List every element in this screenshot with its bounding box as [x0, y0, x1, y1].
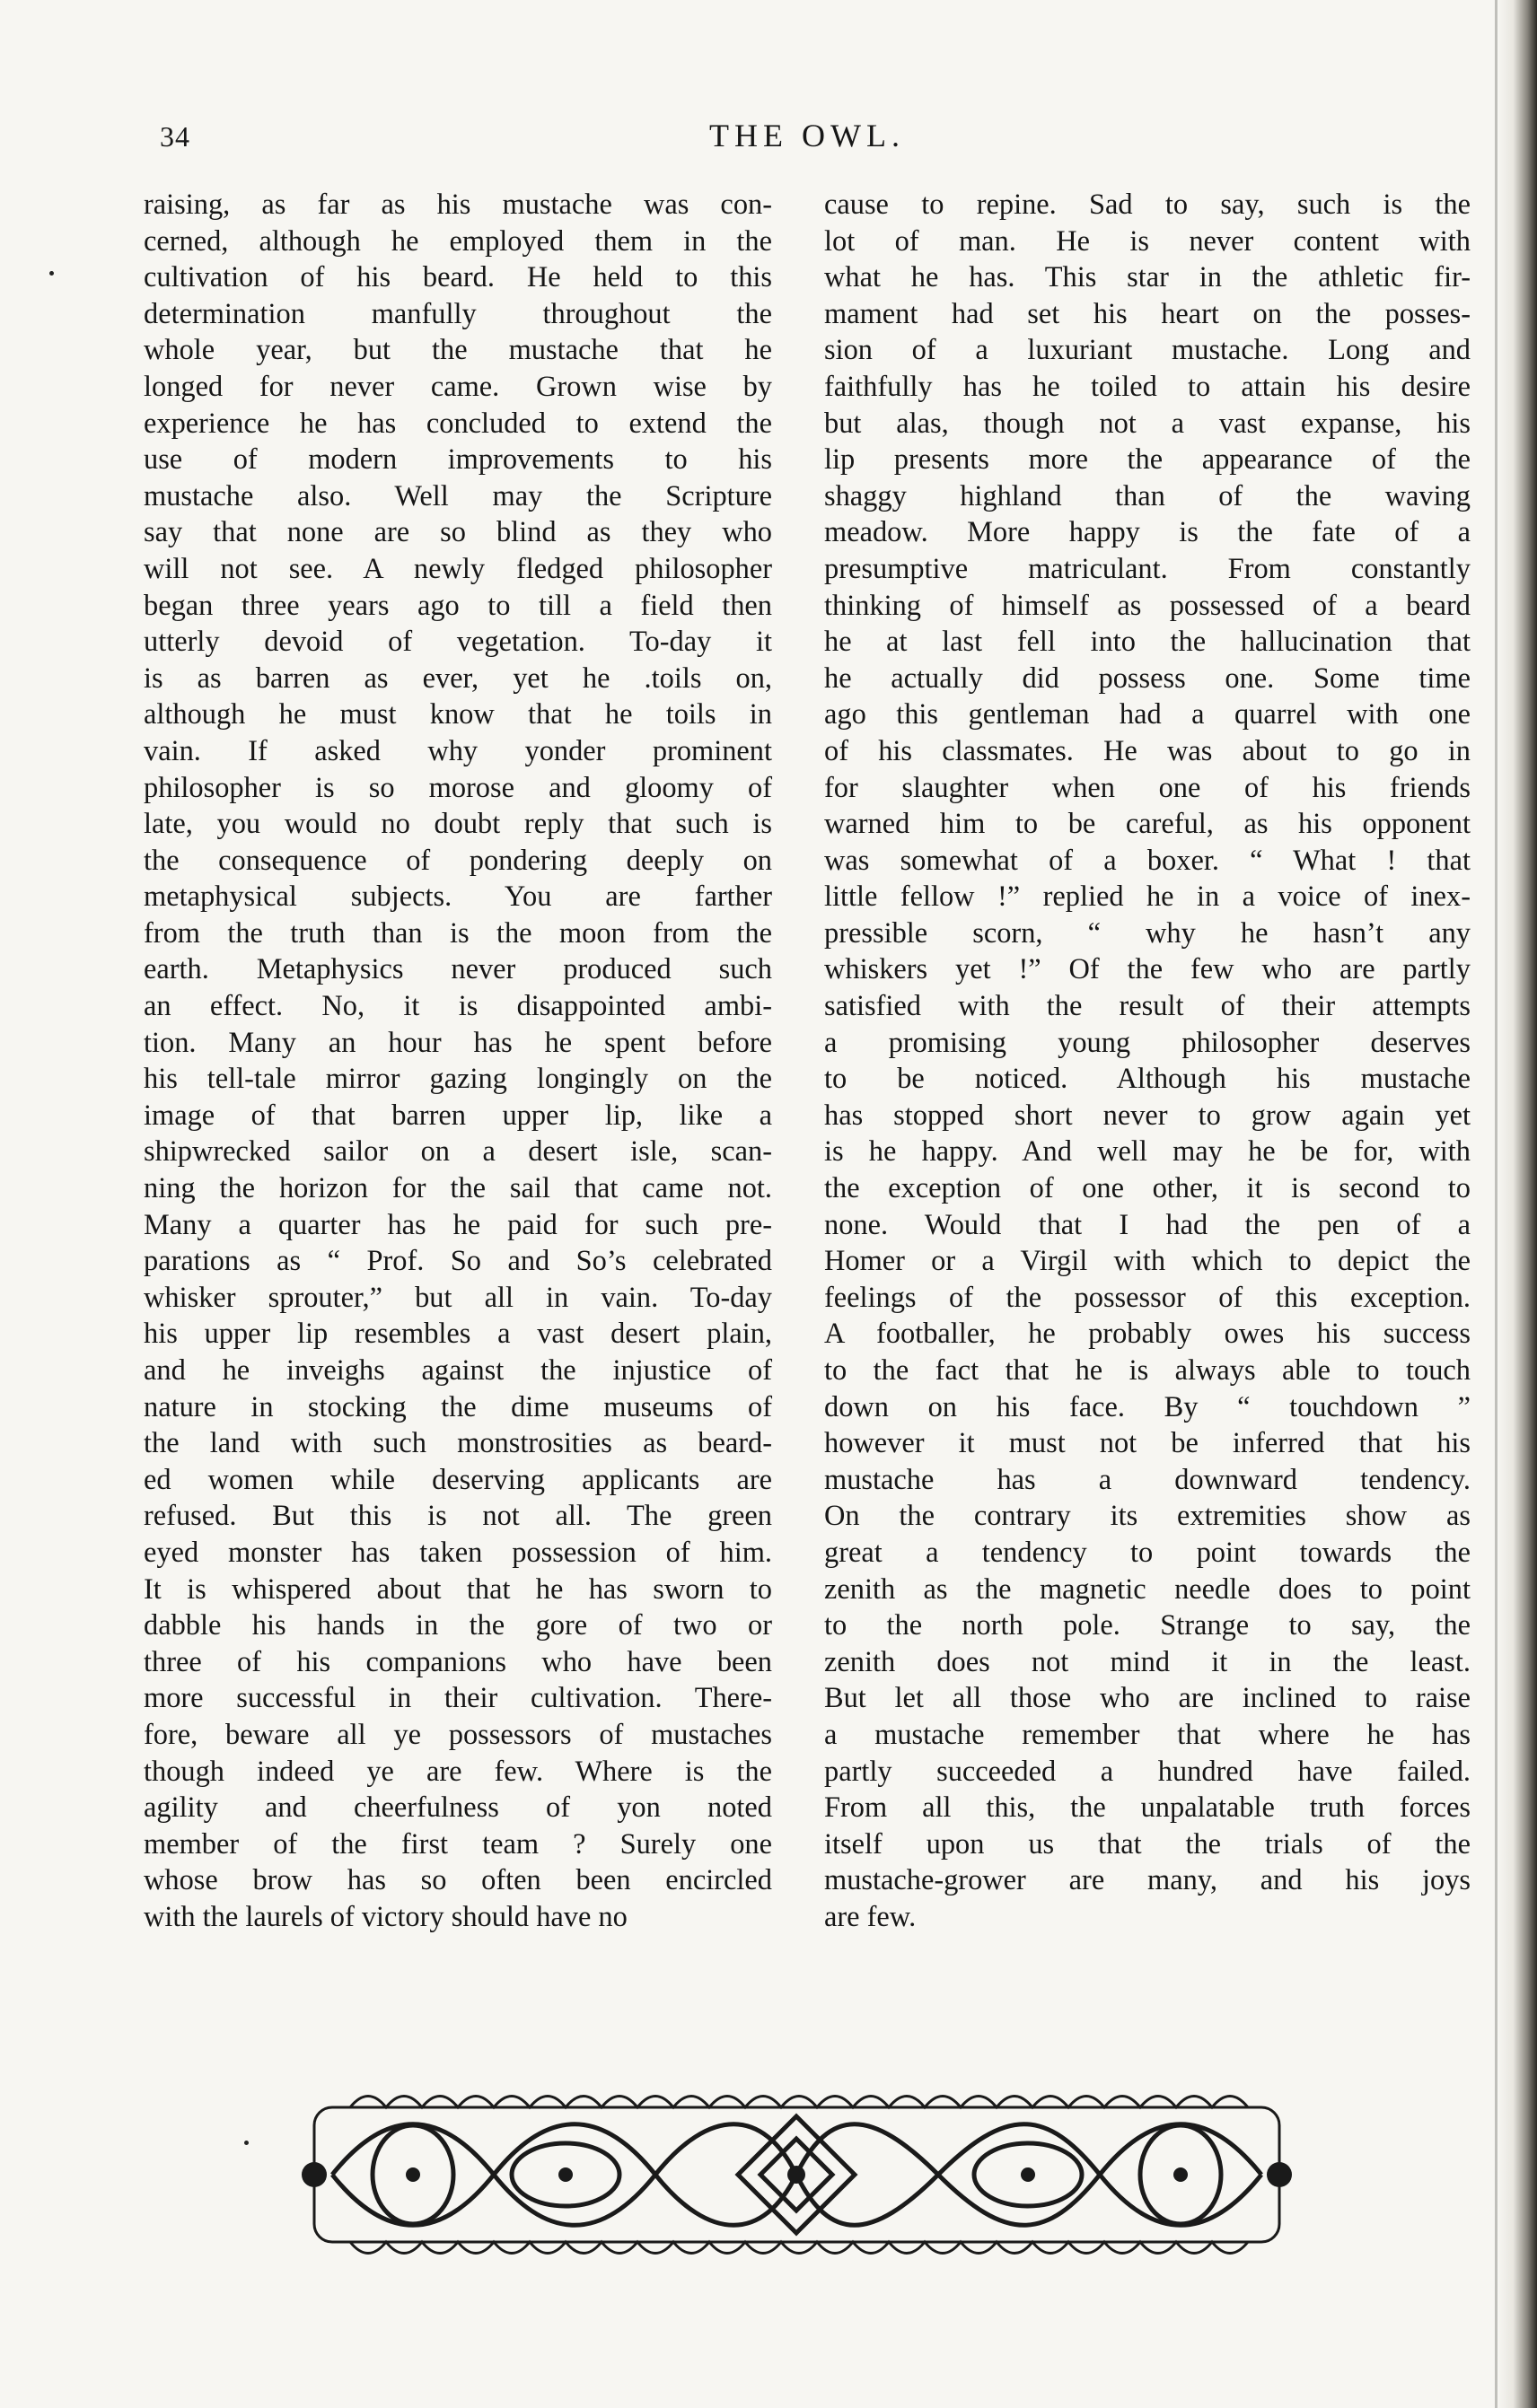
text-line: On the contrary its extremities show as	[824, 1500, 1471, 1533]
text-line: utterly devoid of vegetation. To-day it	[144, 626, 772, 659]
ink-speck	[244, 2141, 249, 2145]
text-line: more successful in their cultivation. There-	[144, 1682, 772, 1715]
right-text-column	[824, 187, 1471, 1936]
text-line: presumptive matriculant. From constantly	[824, 552, 1471, 585]
text-line: was somewhat of a boxer. “ What ! that	[824, 844, 1471, 877]
text-line: cause to repine. Sad to say, such is the	[824, 188, 1471, 221]
text-line: But let all those who are inclined to raise	[824, 1682, 1471, 1715]
text-line: say that none are so blind as they who	[144, 516, 772, 549]
text-line: and he inveighs against the injustice of	[144, 1354, 772, 1387]
text-line: whole year, but the mustache that he	[144, 334, 772, 367]
text-line: partly succeeded a hundred have failed.	[824, 1755, 1471, 1788]
text-line: parations as “ Prof. So and So’s celebrated	[144, 1245, 772, 1278]
text-line: but alas, though not a vast expanse, his	[824, 407, 1471, 440]
text-line: determination manfully throughout the	[144, 297, 772, 330]
left-text-column	[144, 187, 772, 1936]
ink-speck	[49, 271, 54, 276]
text-line: a mustache remember that where he has	[824, 1718, 1471, 1751]
text-line: to be noticed. Although his mustache	[824, 1063, 1471, 1096]
page-header	[0, 115, 1537, 160]
text-line: agility and cheerfulness of yon noted	[144, 1791, 772, 1825]
text-line: the exception of one other, it is second to	[824, 1172, 1471, 1205]
text-line: satisfied with the result of their attempts	[824, 990, 1471, 1023]
text-line: will not see. A newly fledged philosopher	[144, 552, 772, 585]
text-line: member of the first team ? Surely one	[144, 1827, 772, 1861]
text-line: none. Would that I had the pen of a	[824, 1208, 1471, 1241]
text-line: eyed monster has taken possession of him.	[144, 1536, 772, 1569]
text-line: down on his face. By “ touchdown ”	[824, 1390, 1471, 1423]
text-line: vain. If asked why yonder prominent	[144, 734, 772, 767]
text-line: From all this, the unpalatable truth forces	[824, 1791, 1471, 1825]
text-line: mament had set his heart on the posses-	[824, 297, 1471, 330]
text-line: cultivation of his beard. He held to this	[144, 261, 772, 294]
text-line: a promising young philosopher deserves	[824, 1026, 1471, 1059]
text-line: late, you would no doubt reply that such is	[144, 808, 772, 841]
text-line: feelings of the possessor of this exception.	[824, 1281, 1471, 1314]
text-line: ago this gentleman had a quarrel with one	[824, 698, 1471, 731]
text-line: tion. Many an hour has he spent before	[144, 1026, 772, 1059]
text-line: he actually did possess one. Some time	[824, 661, 1471, 695]
text-line: Homer or a Virgil with which to depict the	[824, 1245, 1471, 1278]
text-line: mustache-grower are many, and his joys	[824, 1864, 1471, 1897]
text-line: began three years ago to till a field then	[144, 589, 772, 622]
text-line: mustache has a downward tendency.	[824, 1463, 1471, 1496]
text-line: his tell-tale mirror gazing longingly on the	[144, 1063, 772, 1096]
text-line: are few.	[824, 1900, 917, 1933]
text-line: faithfully has he toiled to attain his desire	[824, 370, 1471, 403]
text-line: raising, as far as his mustache was con-	[144, 188, 772, 221]
text-line: great a tendency to point towards the	[824, 1536, 1471, 1569]
text-line: three of his companions who have been	[144, 1645, 772, 1678]
text-line: from the truth than is the moon from the	[144, 916, 772, 950]
text-line: mustache also. Well may the Scripture	[144, 479, 772, 512]
text-line: Many a quarter has he paid for such pre-	[144, 1208, 772, 1241]
text-line: longed for never came. Grown wise by	[144, 370, 772, 403]
text-line: an effect. No, it is disappointed ambi-	[144, 990, 772, 1023]
text-line: A footballer, he probably owes his success	[824, 1318, 1471, 1351]
page-number: 34	[160, 120, 190, 153]
text-line: meadow. More happy is the fate of a	[824, 516, 1471, 549]
text-line: the consequence of pondering deeply on	[144, 844, 772, 877]
text-line: he at last fell into the hallucination that	[824, 626, 1471, 659]
text-line: philosopher is so morose and gloomy of	[144, 771, 772, 804]
text-line: although he must know that he toils in	[144, 698, 772, 731]
text-line: ning the horizon for the sail that came not.	[144, 1172, 772, 1205]
text-line: experience he has concluded to extend the	[144, 407, 772, 440]
text-line: whiskers yet !” Of the few who are partly	[824, 953, 1471, 986]
text-line: to the fact that he is always able to touch	[824, 1354, 1471, 1387]
text-line: whisker sprouter,” but all in vain. To-day	[144, 1281, 772, 1314]
text-line: with the laurels of victory should have no	[144, 1900, 628, 1933]
text-line: use of modern improvements to his	[144, 443, 772, 477]
text-line: earth. Metaphysics never produced such	[144, 953, 772, 986]
text-line: has stopped short never to grow again yet	[824, 1099, 1471, 1132]
text-line: what he has. This star in the athletic fir-	[824, 261, 1471, 294]
text-line: his upper lip resembles a vast desert plain,	[144, 1318, 772, 1351]
text-line: pressible scorn, “ why he hasn’t any	[824, 916, 1471, 950]
text-line: sion of a luxuriant mustache. Long and	[824, 334, 1471, 367]
text-line: zenith as the magnetic needle does to point	[824, 1572, 1471, 1606]
text-line: little fellow !” replied he in a voice of inex-	[824, 880, 1471, 914]
text-line: whose brow has so often been encircled	[144, 1864, 772, 1897]
text-line: refused. But this is not all. The green	[144, 1500, 772, 1533]
text-line: of his classmates. He was about to go in	[824, 734, 1471, 767]
text-line: metaphysical subjects. You are farther	[144, 880, 772, 914]
text-line: to the north pole. Strange to say, the	[824, 1609, 1471, 1642]
text-line: shipwrecked sailor on a desert isle, scan-	[144, 1135, 772, 1169]
text-line: It is whispered about that he has sworn to	[144, 1572, 772, 1606]
text-line: fore, beware all ye possessors of mustaches	[144, 1718, 772, 1751]
text-line: lot of man. He is never content with	[824, 224, 1471, 258]
text-line: warned him to be careful, as his opponent	[824, 808, 1471, 841]
text-line: is he happy. And well may he be for, with	[824, 1135, 1471, 1169]
text-line: thinking of himself as possessed of a beard	[824, 589, 1471, 622]
text-line: lip presents more the appearance of the	[824, 443, 1471, 477]
text-line: image of that barren upper lip, like a	[144, 1099, 772, 1132]
text-line: dabble his hands in the gore of two or	[144, 1609, 772, 1642]
text-line: itself upon us that the trials of the	[824, 1827, 1471, 1861]
running-title: THE OWL.	[709, 118, 905, 153]
text-line: however it must not be inferred that his	[824, 1427, 1471, 1460]
binding-edge	[1497, 0, 1537, 2408]
knotwork-tailpiece-ornament-icon	[296, 2080, 1297, 2269]
text-line: for slaughter when one of his friends	[824, 771, 1471, 804]
text-line: shaggy highland than of the waving	[824, 479, 1471, 512]
text-line: ed women while deserving applicants are	[144, 1463, 772, 1496]
text-line: is as barren as ever, yet he .toils on,	[144, 661, 772, 695]
text-line: zenith does not mind it in the least.	[824, 1645, 1471, 1678]
text-line: cerned, although he employed them in the	[144, 224, 772, 258]
text-line: though indeed ye are few. Where is the	[144, 1755, 772, 1788]
text-line: nature in stocking the dime museums of	[144, 1390, 772, 1423]
text-line: the land with such monstrosities as beard-	[144, 1427, 772, 1460]
